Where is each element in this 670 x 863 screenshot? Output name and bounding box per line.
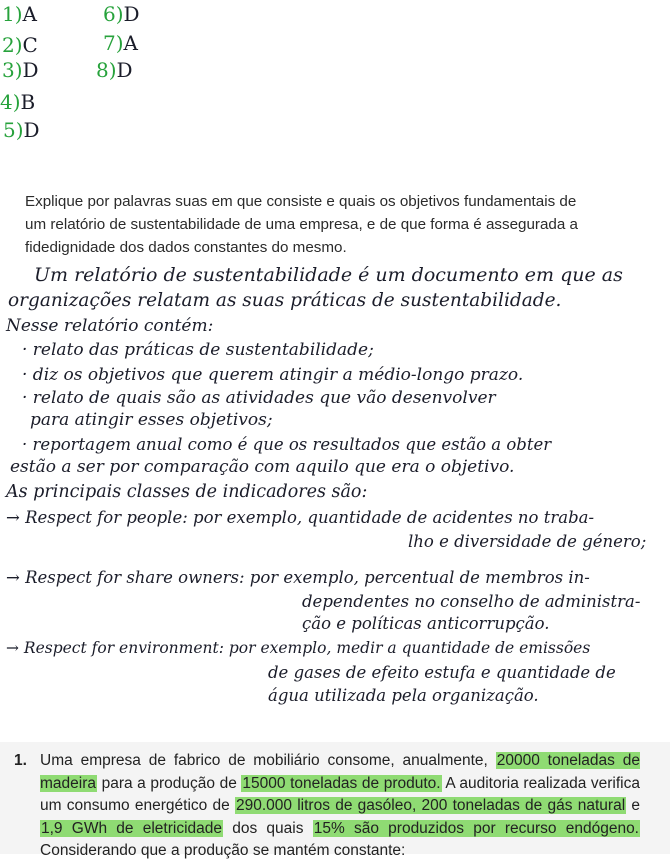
answer-line: ção e políticas anticorrupção.: [302, 614, 550, 633]
answer-line: → Respect for share owners: por exemplo, percentual de membros in-: [6, 568, 590, 587]
answer-line: · reportagem anual como é que os resultados que estão a obter: [22, 435, 552, 454]
answer-item: 6)D: [103, 2, 140, 26]
answer-line: · relato de quais são as atividades que vão desenvolver: [22, 388, 496, 408]
answer-item: 8)D: [96, 58, 133, 82]
highlight: 1,9 GWh de eletricidade: [41, 819, 223, 837]
answer-line: As principais classes de indicadores são:: [6, 482, 368, 502]
answer-line: lho e diversidade de género;: [408, 532, 647, 551]
answer-line: → Respect for environment: por exemplo, medir a quantidade de emissões: [6, 639, 591, 657]
answer-line: água utilizada pela organização.: [268, 686, 539, 705]
answer-item: 2)C: [2, 33, 38, 57]
answer-line: · relato das práticas de sustentabilidade;: [22, 340, 374, 360]
answer-item: 5)D: [3, 118, 40, 142]
answer-item: 3)D: [2, 58, 39, 82]
answer-line: organizações relatam as suas práticas de sustentabilidade.: [8, 290, 562, 311]
highlight: 15% são produzidos por recurso endógeno.: [313, 819, 639, 837]
exercise-block: [0, 742, 670, 859]
exercise-text: Uma empresa de fabrico de mobiliário consome, anualmente, 20000 toneladas de madeira para a produção de 15000 toneladas de produto. A auditoria realizada verifica um consumo energético de 290.000 litros de gasóleo, 200 toneladas de gás natural e 1,9 GWh de eletricidade dos quais 15% são produzidos por recurso endógeno. Considerando que a produção se mantém constante:: [40, 752, 640, 859]
answer-line: para atingir esses objetivos;: [30, 410, 273, 430]
highlight: 20000 toneladas de madeira: [40, 752, 640, 792]
answer-line: · diz os objetivos que querem atingir a médio-longo prazo.: [22, 365, 524, 385]
answer-item: 7)A: [103, 31, 138, 55]
answer-line: dependentes no conselho de administra-: [302, 592, 641, 611]
answer-line: → Respect for people: por exemplo, quantidade de acidentes no traba-: [6, 508, 595, 527]
highlight: 15000 toneladas de produto.: [242, 774, 441, 792]
answer-item: 4)B: [0, 90, 36, 114]
answer-line: Um relatório de sustentabilidade é um documento em que as: [34, 264, 623, 286]
answer-line: de gases de efeito estufa e quantidade de: [268, 663, 616, 682]
answer-line: estão a ser por comparação com aquilo que era o objetivo.: [10, 457, 515, 477]
question-text: Explique por palavras suas em que consiste e quais os objetivos fundamentais de um relatório de sustentabilidade de uma empresa, e de que forma é assegurada a fidedignidade dos dados constantes do mesmo.: [25, 193, 578, 256]
answer-line: Nesse relatório contém:: [6, 316, 214, 336]
exercise-number: 1.: [14, 752, 27, 769]
highlight: 290.000 litros de gasóleo, 200 toneladas de gás natural: [235, 797, 626, 814]
answer-item: 1)A: [2, 2, 37, 26]
